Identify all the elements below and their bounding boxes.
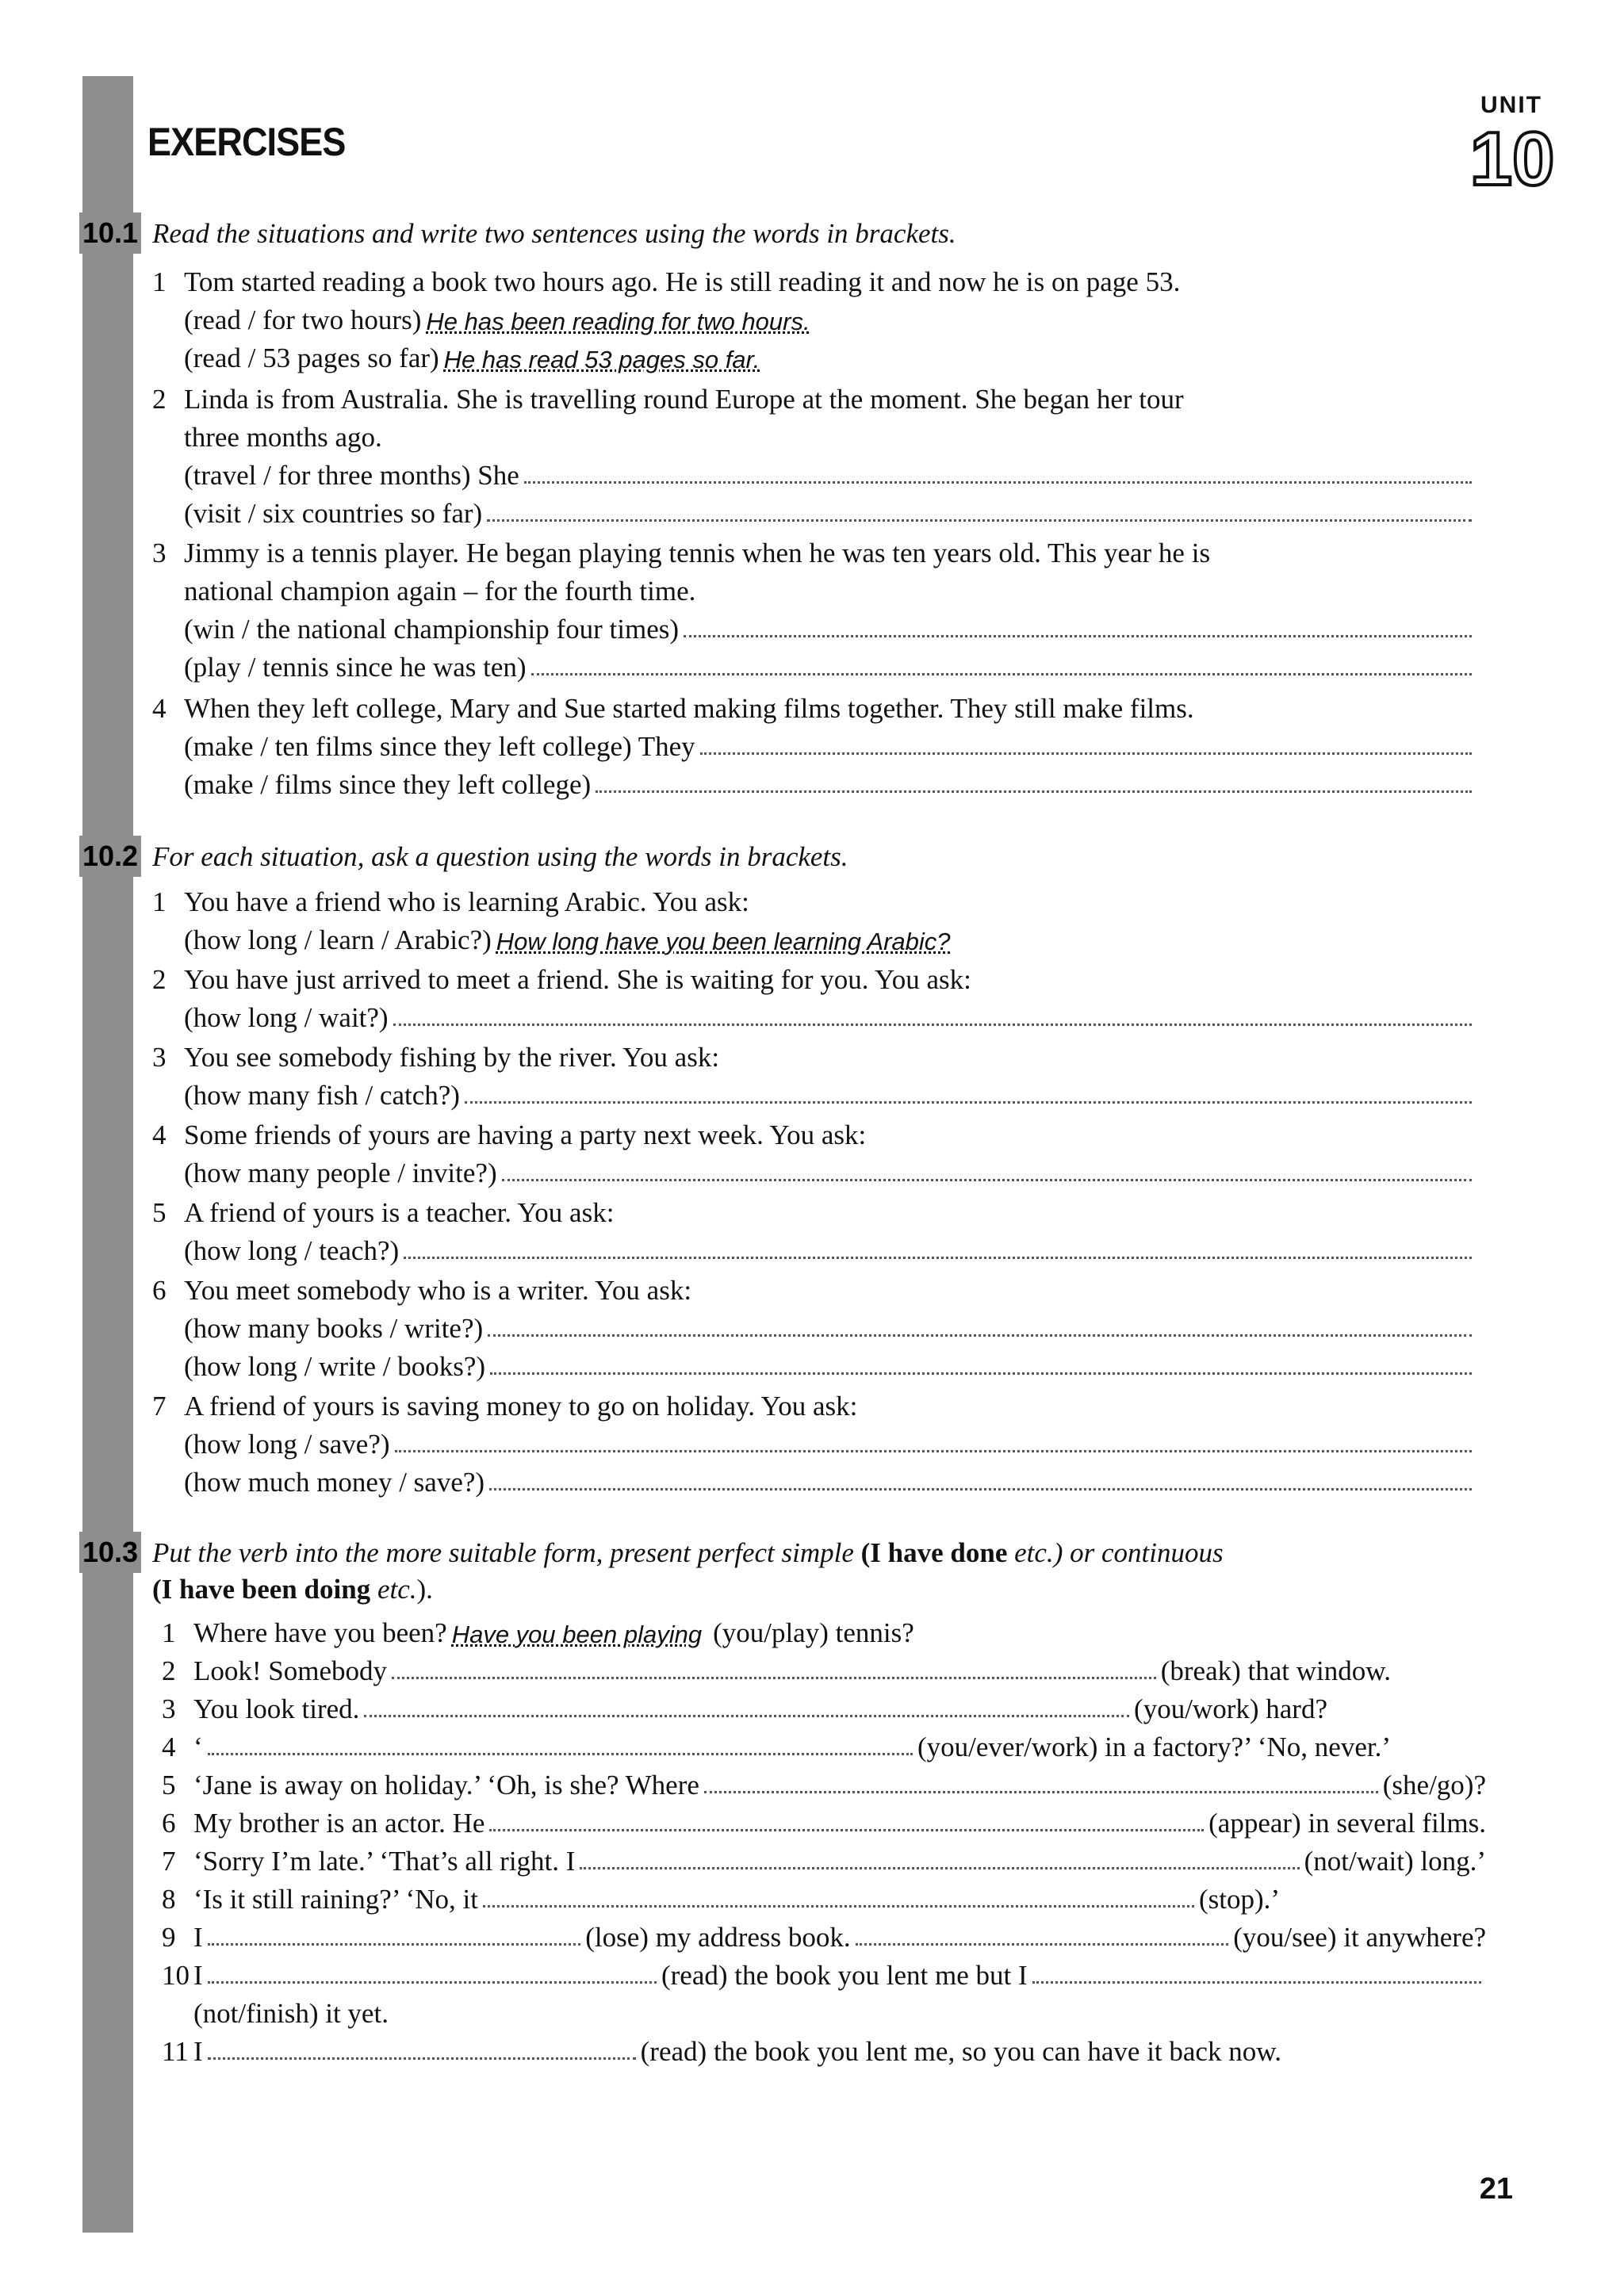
answer-blank[interactable] xyxy=(490,1372,1472,1375)
item-cue: (how long / teach?) xyxy=(184,1235,400,1266)
unit-label: UNIT xyxy=(1480,92,1542,118)
item-number: 7 xyxy=(162,1846,176,1877)
answer-blank[interactable] xyxy=(700,752,1472,755)
section-instruction: Read the situations and write two sentences using the words in brackets. xyxy=(152,218,956,249)
item-text: (read) the book you lent me but I xyxy=(661,1960,1028,1991)
page-title: EXERCISES xyxy=(147,120,346,164)
answer-blank[interactable] xyxy=(393,1024,1472,1026)
example-answer: How long have you been learning Arabic? xyxy=(496,928,951,955)
answer-blank[interactable] xyxy=(489,1488,1472,1490)
answer-blank[interactable] xyxy=(404,1257,1472,1259)
item-number: 2 xyxy=(152,384,167,415)
item-cue: (how long / write / books?) xyxy=(184,1351,486,1382)
item-cue: (how long / save?) xyxy=(184,1429,390,1460)
list-item xyxy=(152,1035,1477,1112)
item-text: (you/see) it anywhere? xyxy=(1233,1922,1487,1953)
list-item xyxy=(152,1269,1477,1383)
item-text: ‘Is it still raining?’ ‘No, it xyxy=(193,1884,479,1915)
list-item xyxy=(152,880,1477,956)
item-situation-cont: national champion again – for the fourth time. xyxy=(184,576,696,607)
item-text: (break) that window. xyxy=(1160,1655,1391,1686)
answer-blank[interactable] xyxy=(531,673,1472,675)
item-number: 1 xyxy=(152,266,167,297)
side-bar xyxy=(82,76,133,2233)
section-instruction: Put the verb into the more suitable form, present perfect simple (I have done etc.) or continuous (I have been doing etc.). xyxy=(152,1537,1224,1605)
item-text: (appear) in several films. xyxy=(1208,1808,1486,1839)
item-situation: Linda is from Australia. She is travelling round Europe at the moment. She began her tour xyxy=(184,384,1184,415)
item-situation: A friend of yours is saving money to go on holiday. You ask: xyxy=(184,1391,858,1422)
item-text: (read) the book you lent me, so you can have it back now. xyxy=(640,2036,1281,2067)
answer-blank[interactable] xyxy=(364,1715,1129,1717)
item-text: Look! Somebody xyxy=(193,1655,388,1686)
answer-blank[interactable] xyxy=(489,1829,1204,1831)
section-instruction: For each situation, ask a question using the words in brackets. xyxy=(152,841,848,872)
item-number: 1 xyxy=(162,1617,176,1648)
list-item xyxy=(152,531,1477,683)
example-answer: He has been reading for two hours. xyxy=(426,308,810,335)
item-text: I xyxy=(193,1960,203,1991)
item-number: 4 xyxy=(152,693,167,724)
section-tab-10-1: 10.1 xyxy=(79,212,141,254)
item-cue: (how long / wait?) xyxy=(184,1002,389,1033)
answer-blank[interactable] xyxy=(208,1981,657,1984)
item-situation: When they left college, Mary and Sue started making films together. They still make films. xyxy=(184,693,1194,724)
unit-number: 10 xyxy=(1469,117,1555,201)
item-number: 6 xyxy=(152,1275,167,1306)
answer-blank[interactable] xyxy=(208,1943,581,1946)
item-number: 6 xyxy=(162,1808,176,1839)
answer-blank[interactable] xyxy=(596,790,1472,793)
list-item xyxy=(162,1611,1486,2068)
item-number: 8 xyxy=(162,1884,176,1915)
answer-blank[interactable] xyxy=(483,1905,1194,1908)
answer-blank[interactable] xyxy=(524,481,1472,484)
item-number: 3 xyxy=(152,538,167,568)
answer-blank[interactable] xyxy=(208,2057,636,2060)
item-number: 2 xyxy=(152,964,167,995)
item-cue: (how long / learn / Arabic?) xyxy=(184,924,492,955)
item-cue: (make / films since they left college) xyxy=(184,769,592,800)
list-item xyxy=(152,377,1477,530)
item-cue: (how many fish / catch?) xyxy=(184,1080,460,1111)
answer-blank[interactable] xyxy=(487,519,1472,522)
item-number: 11 xyxy=(162,2036,189,2067)
item-text: (she/go)? xyxy=(1382,1770,1486,1800)
example-answer: He has read 53 pages so far. xyxy=(443,346,760,373)
item-text: My brother is an actor. He xyxy=(193,1808,485,1839)
item-cue: (how many books / write?) xyxy=(184,1313,484,1344)
item-situation: You have a friend who is learning Arabic. You ask: xyxy=(184,886,749,917)
answer-blank[interactable] xyxy=(684,635,1472,637)
answer-blank[interactable] xyxy=(856,1943,1229,1946)
item-number: 3 xyxy=(162,1693,176,1724)
item-text: You look tired. xyxy=(193,1693,360,1724)
example-answer: Have you been playing xyxy=(451,1621,703,1648)
item-situation: A friend of yours is a teacher. You ask: xyxy=(184,1197,615,1228)
item-number: 4 xyxy=(152,1119,167,1150)
item-number: 5 xyxy=(162,1770,176,1800)
answer-blank[interactable] xyxy=(392,1677,1156,1679)
item-text: I xyxy=(193,1922,203,1953)
item-number: 1 xyxy=(152,886,167,917)
section-tab-10-3: 10.3 xyxy=(79,1532,141,1573)
item-text: ‘Sorry I’m late.’ ‘That’s all right. I xyxy=(193,1846,576,1877)
item-situation-cont: three months ago. xyxy=(184,422,382,453)
item-text: ‘ xyxy=(193,1732,203,1762)
item-cue: (visit / six countries so far) xyxy=(184,498,483,529)
item-cue: (read / for two hours) xyxy=(184,304,422,335)
item-text: I xyxy=(193,2036,203,2067)
item-number: 7 xyxy=(152,1391,167,1422)
item-cue: (make / ten films since they left college) They xyxy=(184,731,695,762)
item-situation: Some friends of yours are having a party next week. You ask: xyxy=(184,1119,867,1150)
item-text: (you/play) tennis? xyxy=(713,1617,914,1648)
item-cue: (read / 53 pages so far) xyxy=(184,342,439,373)
item-number: 2 xyxy=(162,1655,176,1686)
item-text: (not/finish) it yet. xyxy=(193,1998,389,2029)
item-cue: (how much money / save?) xyxy=(184,1467,485,1498)
answer-blank[interactable] xyxy=(208,1753,913,1755)
answer-blank[interactable] xyxy=(465,1101,1472,1104)
item-number: 10 xyxy=(162,1960,190,1991)
item-cue: (how many people / invite?) xyxy=(184,1158,497,1188)
item-number: 4 xyxy=(162,1732,176,1762)
item-text: Where have you been? xyxy=(193,1617,447,1648)
page-number: 21 xyxy=(1479,2172,1513,2206)
item-text: (not/wait) long.’ xyxy=(1304,1846,1486,1877)
item-text: (lose) my address book. xyxy=(585,1922,851,1953)
item-text: (you/ever/work) in a factory?’ ‘No, never.’ xyxy=(917,1732,1391,1762)
item-number: 3 xyxy=(152,1042,167,1073)
item-number: 5 xyxy=(152,1197,167,1228)
answer-blank[interactable] xyxy=(488,1334,1472,1337)
list-item xyxy=(152,687,1477,801)
list-item xyxy=(152,958,1477,1034)
answer-blank[interactable] xyxy=(395,1450,1472,1452)
item-cue: (travel / for three months) She xyxy=(184,460,519,491)
section-tab-10-2: 10.2 xyxy=(79,836,141,877)
answer-blank[interactable] xyxy=(502,1179,1472,1181)
item-cue: (win / the national championship four times) xyxy=(184,614,680,645)
answer-blank[interactable] xyxy=(704,1791,1378,1793)
item-text: ‘Jane is away on holiday.’ ‘Oh, is she? Where xyxy=(193,1770,699,1800)
item-situation: Jimmy is a tennis player. He began playing tennis when he was ten years old. This year he is xyxy=(184,538,1211,568)
item-cue: (play / tennis since he was ten) xyxy=(184,652,527,683)
item-number: 9 xyxy=(162,1922,176,1953)
list-item xyxy=(152,1113,1477,1189)
list-item xyxy=(152,1191,1477,1267)
answer-blank[interactable] xyxy=(580,1867,1299,1869)
item-text: (you/work) hard? xyxy=(1134,1693,1327,1724)
answer-blank[interactable] xyxy=(1032,1981,1481,1984)
item-situation: You have just arrived to meet a friend. She is waiting for you. You ask: xyxy=(184,964,971,995)
list-item xyxy=(152,260,1477,374)
list-item xyxy=(152,1384,1477,1498)
item-situation: You meet somebody who is a writer. You ask: xyxy=(184,1275,692,1306)
item-situation: You see somebody fishing by the river. You ask: xyxy=(184,1042,720,1073)
item-text: (stop).’ xyxy=(1198,1884,1280,1915)
item-situation: Tom started reading a book two hours ago. He is still reading it and now he is on page 53. xyxy=(184,266,1181,297)
